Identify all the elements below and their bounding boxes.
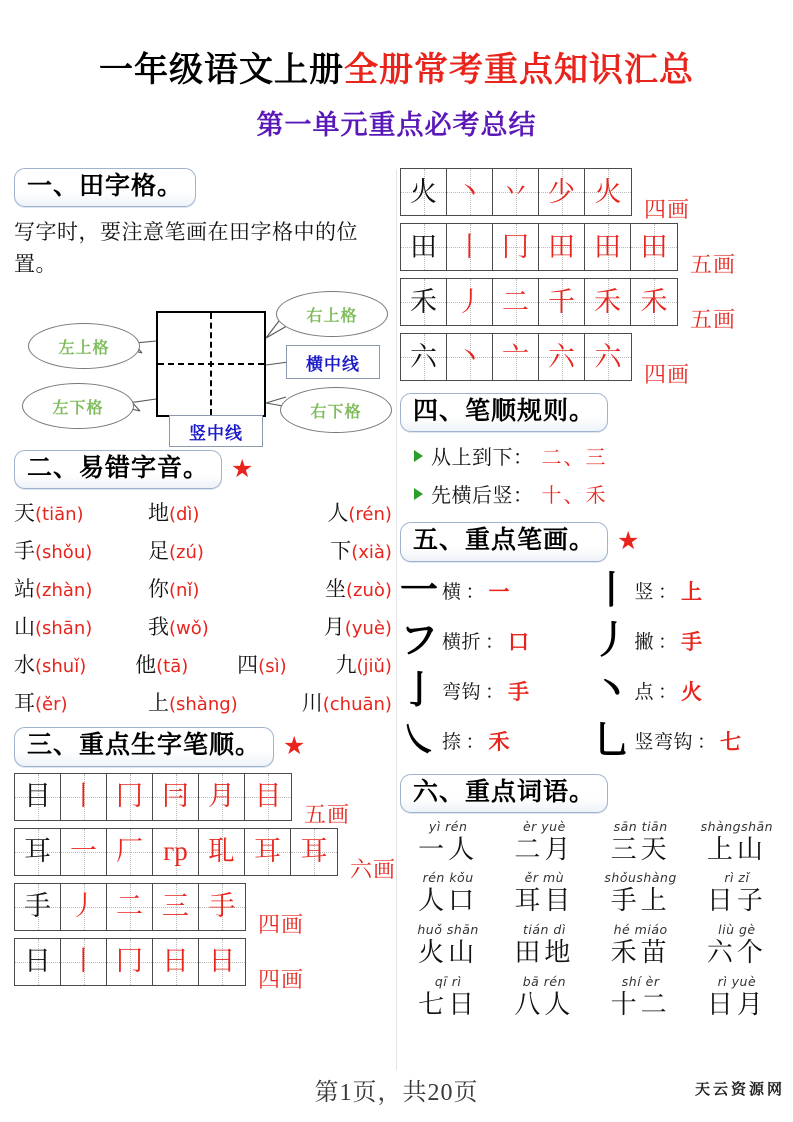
vocabulary-pinyin: rì yuè (717, 973, 757, 989)
pinyin-item: 坐(zuò) (325, 577, 392, 602)
rule-label: 从上到下： (431, 447, 534, 470)
stroke-order-character: 禾 (401, 279, 447, 325)
vocabulary-grid (400, 819, 785, 1021)
stroke-order-step: 丶 (447, 334, 493, 380)
page-title (0, 0, 793, 142)
stroke-glyph-icon: ㇏ (400, 719, 439, 762)
stroke-count-label: 四画 (258, 966, 305, 992)
section-5-title: 五、重点笔画。 (400, 522, 608, 561)
vocabulary-pinyin: sān tiān (613, 818, 668, 834)
left-column (14, 168, 397, 993)
stroke-type-item (593, 668, 786, 714)
pinyin-row (14, 535, 392, 565)
vocabulary-cell (689, 922, 785, 969)
stroke-order-character: 田 (401, 224, 447, 270)
vocabulary-cell (593, 819, 689, 866)
triangle-bullet-icon (414, 488, 423, 500)
pinyin-item: 下(xià) (330, 539, 392, 564)
rule-examples: 十、禾 (541, 485, 608, 508)
stroke-order-grid (400, 333, 632, 381)
vocabulary-pinyin: shǒushàng (604, 870, 677, 886)
vocabulary-cell (593, 870, 689, 917)
vocabulary-pinyin: qī rì (434, 973, 462, 989)
stroke-order-step: 六 (539, 334, 585, 380)
pinyin-item: 川(chuān) (301, 691, 392, 716)
stroke-order-step: 丨 (61, 774, 107, 820)
stroke-order-step: 手 (199, 884, 245, 930)
vocabulary-cell (400, 870, 496, 917)
stroke-count-label: 五画 (690, 307, 737, 332)
stroke-name-label: 弯钩 (442, 682, 482, 703)
content-columns (0, 168, 793, 1073)
vocabulary-word: 田地 (514, 938, 575, 968)
section-6-title: 六、重点词语。 (400, 774, 608, 813)
page-footer (0, 1072, 793, 1106)
pinyin-item: 水(shuǐ) (14, 653, 87, 678)
stroke-type-item (400, 718, 593, 764)
stroke-colon: ： (465, 582, 485, 603)
vocabulary-word: 十二 (610, 989, 671, 1019)
pinyin-item: 我(wǒ) (147, 615, 209, 640)
stroke-order-step: 月 (199, 774, 245, 820)
stroke-order-character: 耳 (15, 829, 61, 875)
stroke-order-grid (14, 773, 292, 821)
vocabulary-pinyin: rì zǐ (724, 870, 750, 886)
stroke-colon: ： (697, 732, 717, 753)
stroke-example: 手 (681, 629, 703, 654)
stroke-example: 禾 (488, 729, 510, 754)
vocabulary-cell (496, 922, 592, 969)
vocabulary-word: 一人 (418, 834, 479, 864)
pinyin-row (14, 611, 392, 641)
stroke-order-character: 日 (15, 939, 61, 985)
section-5-header (400, 522, 785, 561)
stroke-glyph-icon: 丿 (592, 619, 631, 662)
vocabulary-cell (400, 974, 496, 1021)
stroke-order-step: 丷 (493, 169, 539, 215)
stroke-type-item (400, 618, 593, 664)
stroke-name-label: 点 (634, 682, 655, 703)
vocabulary-word: 上山 (706, 834, 767, 864)
stroke-order-step: 田 (585, 224, 631, 270)
page-number: 第1页，共20页 (314, 1080, 479, 1106)
tianzige-diagram (14, 283, 392, 448)
section-3-title: 三、重点生字笔顺。 (14, 727, 274, 766)
stroke-count-label: 四画 (644, 362, 691, 387)
stroke-order-step: 耴 (199, 829, 245, 875)
vocabulary-cell (689, 870, 785, 917)
star-icon: ★ (617, 528, 640, 556)
vocabulary-pinyin: èr yuè (522, 818, 566, 834)
stroke-name-label: 竖弯钩 (634, 732, 694, 753)
stroke-order-step: 一 (61, 829, 107, 875)
stroke-count-label: 四画 (258, 911, 305, 937)
pinyin-item: 站(zhàn) (14, 577, 93, 602)
stroke-order-step: 日 (153, 939, 199, 985)
stroke-order-step: 田 (539, 224, 585, 270)
stroke-order-step: 冂 (107, 774, 153, 820)
section-1-body-text: 写字时，要注意笔画在田字格中的位置。 (14, 220, 358, 277)
stroke-order-step: 六 (585, 334, 631, 380)
rule-examples: 二、三 (541, 447, 608, 470)
pinyin-item: 天(tiān) (14, 501, 84, 526)
stroke-order-step: 冃 (153, 774, 199, 820)
stroke-type-item (400, 668, 593, 714)
vocabulary-pinyin: yì rén (428, 818, 468, 834)
title-main (0, 42, 793, 91)
vocabulary-word: 二月 (514, 834, 575, 864)
callout-bottom-right: 右下格 (280, 387, 392, 433)
rule-item (414, 441, 785, 470)
vocabulary-cell (689, 819, 785, 866)
callout-top-left: 左上格 (28, 323, 140, 369)
rule-label: 先横后竖： (431, 485, 534, 508)
stroke-order-step: 目 (245, 774, 291, 820)
pinyin-item: 地(dì) (147, 501, 200, 526)
pinyin-item: 耳(ěr) (14, 691, 68, 716)
stroke-order-character: 目 (15, 774, 61, 820)
callout-vertical-center: 竖中线 (169, 415, 263, 447)
vocabulary-word: 八人 (514, 989, 575, 1019)
stroke-example: 口 (508, 629, 530, 654)
stroke-order-row (14, 773, 392, 827)
pinyin-row (14, 497, 392, 527)
stroke-order-step: 耳 (291, 829, 337, 875)
pinyin-row (14, 573, 392, 603)
vocabulary-cell (496, 974, 592, 1021)
vocabulary-cell (496, 819, 592, 866)
stroke-type-item (593, 568, 786, 614)
vocabulary-word: 火山 (418, 938, 479, 968)
vocabulary-word: 手上 (610, 886, 671, 916)
stroke-types-grid (400, 568, 785, 764)
stroke-glyph-icon: 丨 (592, 569, 631, 612)
stroke-glyph-icon: 亅 (400, 669, 439, 712)
pinyin-item: 山(shān) (14, 615, 93, 640)
stroke-order-row (14, 883, 392, 937)
stroke-order-step: 千 (539, 279, 585, 325)
stroke-order-step: 日 (199, 939, 245, 985)
stroke-order-step: 冂 (107, 939, 153, 985)
stroke-order-row (400, 223, 785, 277)
stroke-order-step: 耳 (245, 829, 291, 875)
stroke-colon: ： (485, 632, 505, 653)
stroke-count-label: 五画 (690, 252, 737, 277)
pinyin-item: 你(nǐ) (147, 577, 200, 602)
vocabulary-pinyin: ěr mù (524, 870, 565, 886)
vocabulary-word: 人口 (418, 886, 479, 916)
stroke-order-grid (14, 883, 246, 931)
section-3-header (14, 727, 392, 766)
section-4-header (400, 393, 785, 432)
vocabulary-cell (496, 870, 592, 917)
stroke-order-grid (400, 278, 678, 326)
vocabulary-pinyin: liù gè (718, 922, 756, 938)
triangle-bullet-icon (414, 450, 423, 462)
tianzige-horizontal-line (158, 363, 264, 365)
stroke-order-row (14, 828, 397, 882)
pinyin-item: 他(tā) (135, 653, 189, 678)
stroke-glyph-icon: 乚 (592, 719, 631, 762)
vocabulary-word: 日子 (706, 886, 767, 916)
stroke-order-step: 丨 (447, 224, 493, 270)
stroke-colon: ： (658, 582, 678, 603)
stroke-glyph-icon: フ (400, 619, 439, 662)
stroke-order-grid (400, 168, 632, 216)
stroke-example: 一 (488, 579, 510, 604)
pinyin-item: 手(shǒu) (14, 539, 93, 564)
stroke-order-step: гр (153, 829, 199, 875)
stroke-order-grid (400, 223, 678, 271)
stroke-type-item (593, 718, 786, 764)
vocabulary-cell (400, 819, 496, 866)
stroke-count-label: 四画 (644, 197, 691, 222)
callout-horizontal-center: 横中线 (286, 345, 380, 379)
pinyin-item: 人(rén) (327, 501, 392, 526)
stroke-example: 七 (720, 729, 742, 754)
vocabulary-word: 禾苗 (610, 938, 671, 968)
stroke-type-item (400, 568, 593, 614)
star-icon: ★ (231, 456, 254, 484)
stroke-order-list-right (400, 168, 785, 387)
vocabulary-word: 耳目 (514, 886, 575, 916)
section-4-title: 四、笔顺规则。 (400, 393, 608, 432)
vocabulary-word: 三天 (610, 834, 671, 864)
pinyin-item: 足(zú) (147, 539, 204, 564)
stroke-order-step: 亠 (493, 334, 539, 380)
right-column (400, 168, 785, 1020)
vocabulary-pinyin: shí èr (621, 973, 660, 989)
stroke-name-label: 横折 (442, 632, 482, 653)
vocabulary-word: 六个 (706, 938, 767, 968)
stroke-order-step: 丿 (61, 884, 107, 930)
stroke-order-step: 冂 (493, 224, 539, 270)
stroke-name-label: 撇 (634, 632, 655, 653)
stroke-example: 火 (681, 679, 703, 704)
stroke-order-row (400, 168, 785, 222)
section-1-title: 一、田字格。 (14, 168, 196, 207)
tianzige-square (156, 311, 266, 417)
vocabulary-pinyin: rén kǒu (422, 870, 474, 886)
pinyin-item: 上(shàng) (147, 691, 238, 716)
vocabulary-pinyin: hé miáo (613, 922, 668, 938)
stroke-order-step: 丨 (61, 939, 107, 985)
stroke-order-step: 禾 (631, 279, 677, 325)
stroke-colon: ： (485, 682, 505, 703)
stroke-order-step: 火 (585, 169, 631, 215)
stroke-order-step: 二 (493, 279, 539, 325)
stroke-order-row (14, 938, 392, 992)
star-icon: ★ (283, 733, 306, 761)
vocabulary-word: 七日 (418, 989, 479, 1019)
stroke-colon: ： (465, 732, 485, 753)
vocabulary-cell (689, 974, 785, 1021)
pinyin-table (14, 497, 392, 717)
stroke-count-label: 五画 (304, 801, 351, 827)
pinyin-item: 九(jiǔ) (335, 653, 392, 678)
pinyin-item: 四(sì) (237, 653, 287, 678)
callout-bottom-left: 左下格 (22, 383, 134, 429)
title-subtitle: 第一单元重点必考总结 (256, 110, 537, 140)
stroke-colon: ： (658, 632, 678, 653)
vocabulary-cell (593, 974, 689, 1021)
stroke-name-label: 横 (442, 582, 462, 603)
vocabulary-pinyin: huǒ shān (417, 922, 479, 938)
stroke-order-list-left (14, 773, 397, 992)
pinyin-row (14, 687, 392, 717)
stroke-order-step: 丶 (447, 169, 493, 215)
stroke-order-grid (14, 828, 338, 876)
stroke-order-grid (14, 938, 246, 986)
stroke-name-label: 竖 (634, 582, 655, 603)
stroke-order-row (400, 333, 785, 387)
vocabulary-word: 日月 (706, 989, 767, 1019)
pinyin-item: 月(yuè) (323, 615, 392, 640)
stroke-order-step: 田 (631, 224, 677, 270)
stroke-order-step: 二 (107, 884, 153, 930)
vocabulary-pinyin: bā rén (522, 973, 567, 989)
stroke-order-row (400, 278, 785, 332)
stroke-order-step: 厂 (107, 829, 153, 875)
stroke-order-character: 六 (401, 334, 447, 380)
stroke-glyph-icon: 丶 (592, 669, 631, 712)
section-2-title: 二、易错字音。 (14, 450, 222, 489)
stroke-order-character: 火 (401, 169, 447, 215)
watermark: 天云资源网 (694, 1080, 785, 1098)
vocabulary-pinyin: tián dì (522, 922, 566, 938)
vocabulary-cell (400, 922, 496, 969)
rule-item (414, 479, 785, 508)
stroke-example: 上 (681, 579, 703, 604)
vocabulary-cell (593, 922, 689, 969)
stroke-name-label: 捺 (442, 732, 462, 753)
title-part-black: 一年级语文上册 (99, 52, 344, 89)
title-part-red: 全册常考重点知识汇总 (344, 52, 694, 89)
stroke-count-label: 六画 (350, 856, 397, 882)
stroke-order-step: 少 (539, 169, 585, 215)
stroke-order-character: 手 (15, 884, 61, 930)
stroke-colon: ： (658, 682, 678, 703)
section-1-header (14, 168, 392, 207)
stroke-order-step: 丿 (447, 279, 493, 325)
section-6-header (400, 774, 785, 813)
stroke-order-step: 三 (153, 884, 199, 930)
vocabulary-pinyin: shàngshān (700, 818, 774, 834)
stroke-glyph-icon: 一 (400, 569, 439, 612)
stroke-example: 手 (508, 679, 530, 704)
callout-top-right: 右上格 (276, 291, 388, 337)
stroke-order-step: 禾 (585, 279, 631, 325)
section-2-header (14, 450, 392, 489)
pinyin-row (14, 649, 392, 679)
stroke-type-item (593, 618, 786, 664)
